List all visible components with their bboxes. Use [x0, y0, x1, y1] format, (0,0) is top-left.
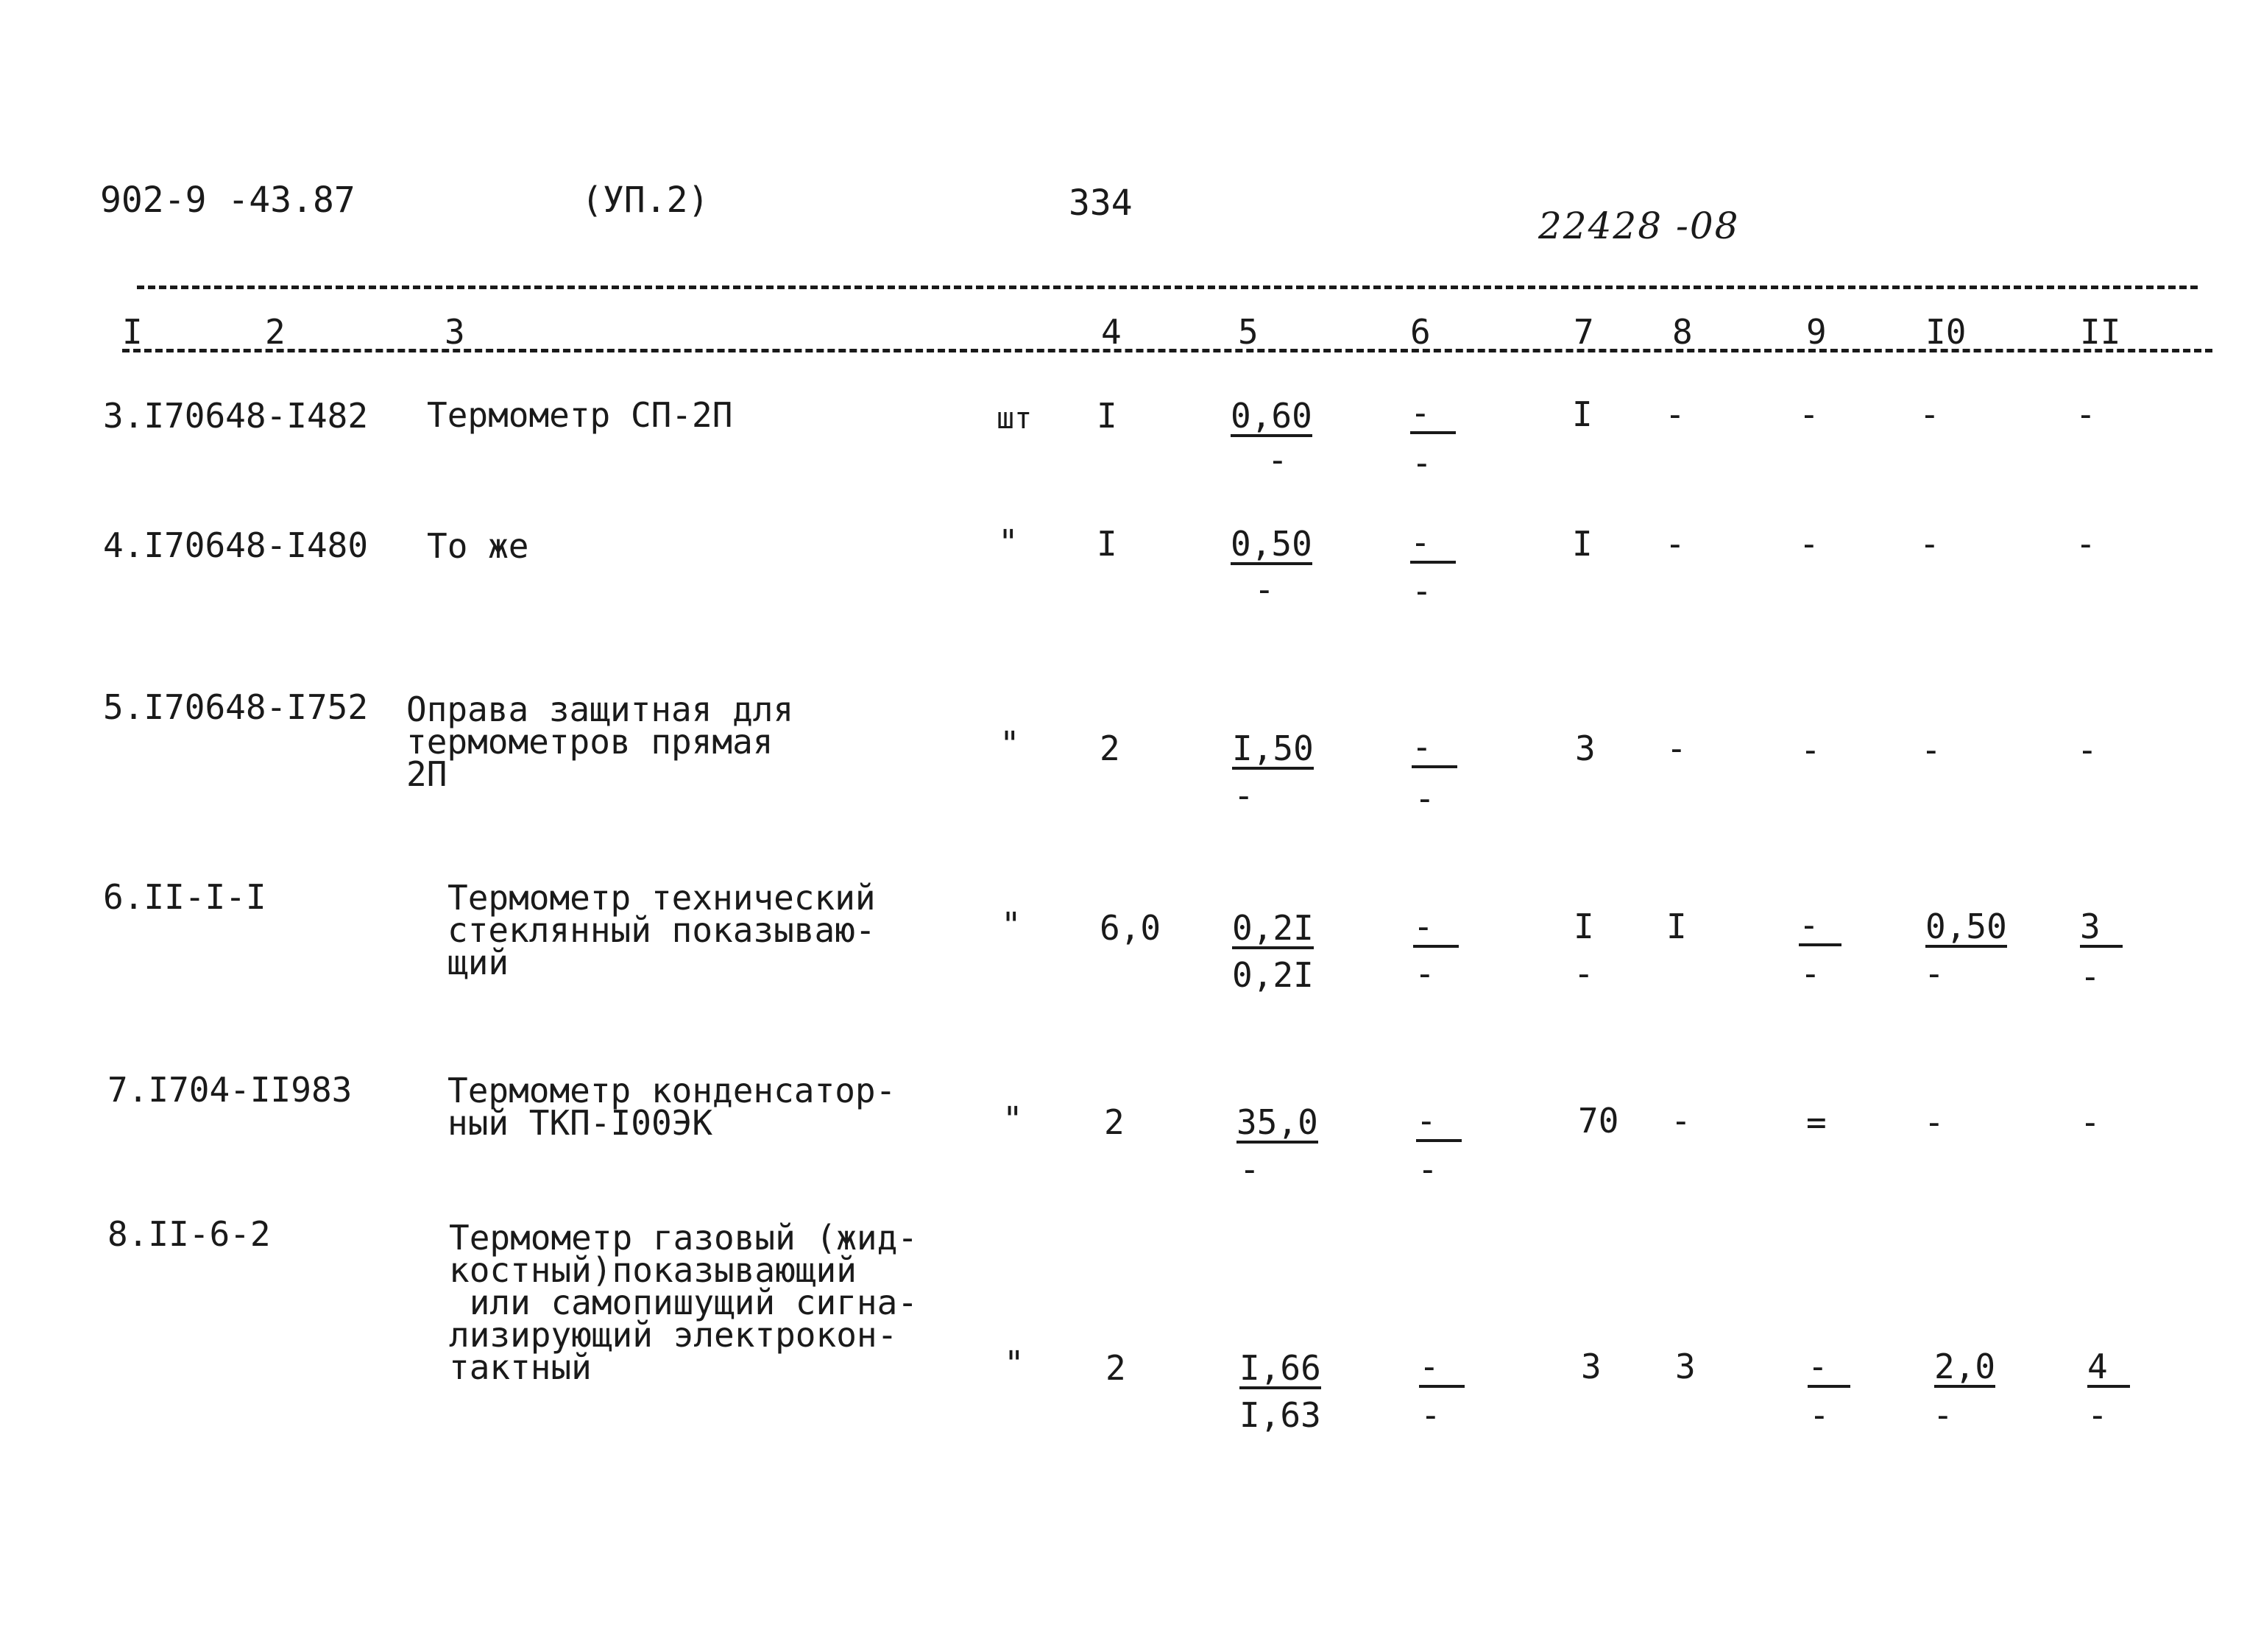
- col7-bottom: -: [1574, 954, 1594, 993]
- unit: ": [999, 724, 1020, 764]
- col10-bottom: -: [1924, 954, 1945, 993]
- header-separator: [137, 286, 2198, 289]
- col5-top: I,66: [1239, 1348, 1321, 1388]
- col11: -: [2077, 730, 2098, 770]
- unit: шт: [997, 402, 1033, 436]
- col5-top: 0,50: [1231, 524, 1312, 564]
- col9: -: [1800, 730, 1821, 770]
- quantity: I: [1097, 396, 1117, 436]
- col11-bottom: -: [2080, 957, 2101, 996]
- col5-bottom: 0,2I: [1232, 955, 1314, 995]
- item-code: 4.I70648-I480: [103, 525, 369, 565]
- col11: -: [2076, 524, 2096, 564]
- col11-top: 4: [2087, 1350, 2130, 1388]
- col5-bottom: -: [1267, 440, 1288, 480]
- column-number-11: II: [2076, 315, 2125, 349]
- col6-top: -: [1410, 396, 1456, 434]
- unit: ": [1002, 1099, 1023, 1139]
- col9-top: -: [1808, 1350, 1850, 1388]
- column-number-8: 8: [1668, 315, 1697, 349]
- col7-top: I: [1574, 907, 1594, 946]
- col7: I: [1572, 394, 1593, 434]
- col5-top: 35,0: [1236, 1102, 1318, 1142]
- section-code: (УП.2): [581, 180, 710, 221]
- item-code: 6.II-I-I: [103, 877, 266, 917]
- col9-bottom: -: [1809, 1395, 1830, 1435]
- col8: I: [1666, 907, 1687, 946]
- item-name: Оправа защитная для термометров прямая 2П: [406, 689, 794, 794]
- col11-top: 3: [2080, 910, 2123, 948]
- col8: -: [1666, 728, 1687, 768]
- quantity: 2: [1105, 1348, 1126, 1388]
- item-name: Термометр газовый (жид- костный)показывающий или самопишущий сигна- лизирующий электрокон- тактный: [449, 1218, 918, 1387]
- col6-bottom: -: [1418, 1149, 1438, 1189]
- col11-bottom: -: [2087, 1395, 2108, 1435]
- col10: -: [1919, 394, 1940, 434]
- col5-top: 0,60: [1231, 396, 1312, 436]
- col8: -: [1671, 1101, 1691, 1141]
- col11: -: [2076, 394, 2096, 434]
- col9: =: [1806, 1102, 1827, 1142]
- col6-bottom: -: [1415, 954, 1435, 993]
- col6-top: -: [1413, 910, 1459, 948]
- column-number-10: I0: [1921, 315, 1970, 349]
- column-number-6: 6: [1406, 315, 1435, 349]
- column-number-5: 5: [1234, 315, 1263, 349]
- doc-code: 902-9 -43.87: [100, 180, 355, 221]
- col6-top: -: [1412, 730, 1457, 768]
- col6-bottom: -: [1420, 1395, 1441, 1435]
- col10: -: [1921, 730, 1942, 770]
- column-number-9: 9: [1802, 315, 1831, 349]
- col7: 3: [1575, 728, 1596, 768]
- column-number-2: 2: [261, 315, 290, 349]
- col7: 70: [1578, 1101, 1619, 1141]
- col8: -: [1665, 524, 1685, 564]
- col6-bottom: -: [1415, 779, 1435, 818]
- col5-bottom: -: [1239, 1149, 1260, 1189]
- col6-top: -: [1419, 1350, 1465, 1388]
- quantity: I: [1097, 524, 1117, 564]
- item-name: Термометр СП-2П: [427, 395, 733, 435]
- item-code: 5.I70648-I752: [103, 687, 369, 727]
- col10-top: 0,50: [1925, 907, 2007, 946]
- item-name: Термометр конденсатор- ный ТКП-I00ЭК: [447, 1071, 896, 1143]
- item-code: 7.I704-II983: [107, 1070, 353, 1110]
- item-name: То же: [427, 526, 529, 566]
- item-name: Термометр технический стеклянный показываю- щий: [447, 878, 876, 982]
- col6-bottom: -: [1412, 443, 1432, 483]
- column-number-1: I: [118, 315, 147, 349]
- quantity: 2: [1104, 1102, 1125, 1142]
- column-number-baseline: [122, 349, 2212, 352]
- item-code: 8.II-6-2: [107, 1214, 271, 1254]
- col5-top: I,50: [1232, 728, 1314, 768]
- col10: -: [1919, 524, 1940, 564]
- column-number-4: 4: [1097, 315, 1126, 349]
- col10: -: [1924, 1102, 1945, 1142]
- col10-top: 2,0: [1934, 1347, 1996, 1386]
- column-number-7: 7: [1569, 315, 1599, 349]
- quantity: 6,0: [1100, 908, 1161, 948]
- column-number-3: 3: [440, 315, 470, 349]
- col9: -: [1799, 524, 1819, 564]
- col9-bottom: -: [1800, 954, 1821, 993]
- col5-bottom: I,63: [1239, 1395, 1321, 1435]
- col7: 3: [1581, 1347, 1602, 1386]
- col6-top: -: [1416, 1104, 1462, 1142]
- unit: ": [1004, 1344, 1025, 1383]
- col8: -: [1665, 394, 1685, 434]
- col11: -: [2080, 1102, 2101, 1142]
- col10-bottom: -: [1933, 1395, 1953, 1435]
- col5-bottom: -: [1254, 570, 1275, 609]
- unit: ": [1001, 905, 1022, 945]
- col5-top: 0,2I: [1232, 908, 1314, 948]
- handwritten-reference: 22428 -08: [1538, 205, 1740, 247]
- quantity: 2: [1100, 728, 1120, 768]
- col6-bottom: -: [1412, 571, 1432, 611]
- page-number: 334: [1069, 182, 1133, 224]
- col9-top: -: [1799, 908, 1841, 946]
- col6-top: -: [1410, 525, 1456, 564]
- unit: ": [998, 522, 1019, 562]
- col5-bottom: -: [1234, 776, 1254, 815]
- item-code: 3.I70648-I482: [103, 396, 369, 436]
- col9: -: [1799, 394, 1819, 434]
- col8: 3: [1675, 1347, 1696, 1386]
- col7: I: [1572, 524, 1593, 564]
